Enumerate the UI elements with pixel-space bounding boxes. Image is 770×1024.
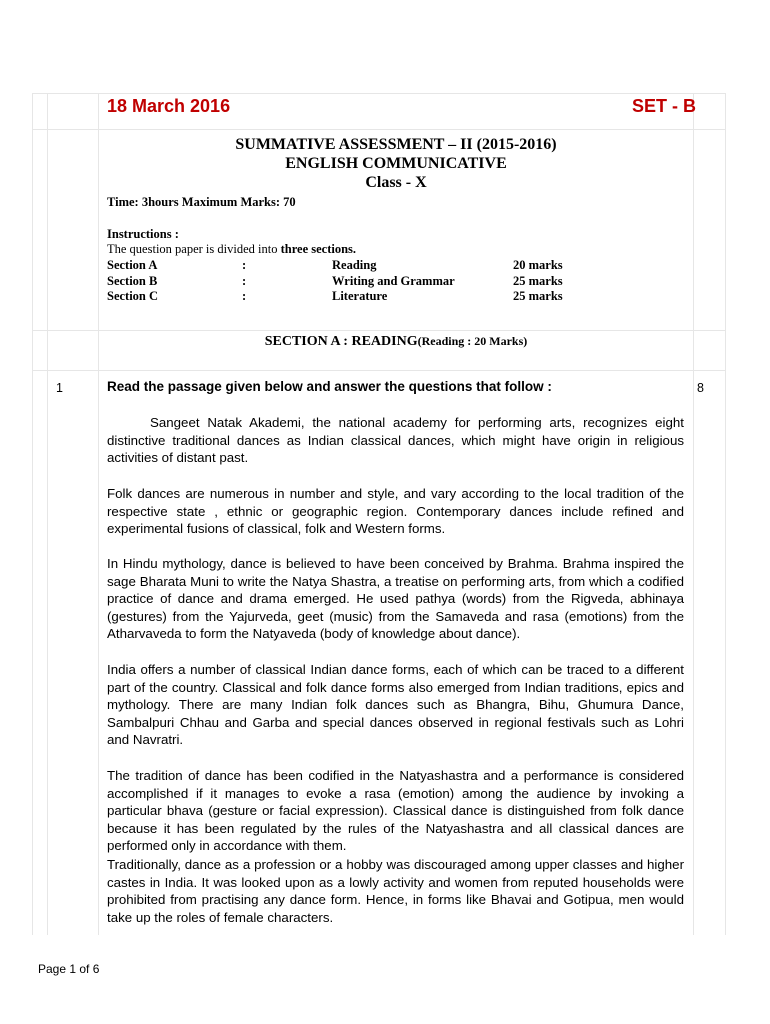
title-line-2: ENGLISH COMMUNICATIVE (285, 155, 507, 172)
paper-title (108, 135, 684, 192)
section-separator: : (242, 273, 247, 288)
title-line-3: Class - X (365, 174, 427, 191)
passage-paragraph-4: India offers a number of classical Indian dance forms, each of which can be traced to a different part of the country. Classical and folk dance forms also emerged from Indian traditions, epics and mythology. There are many Indian folk dances such as Bhangra, Bihu, Ghumura Dance, Sambalpuri Chhau and Garba and special dances observed in regional festivals such as Lohri and Navratri. (107, 662, 684, 748)
instructions-intro-bold: three sections. (280, 242, 357, 256)
question-number: 1 (56, 381, 63, 395)
section-topic: Writing and Grammar (332, 273, 455, 288)
instructions-intro-text: The question paper is divided into (107, 242, 281, 256)
section-name: Section B (107, 273, 158, 288)
section-topic: Reading (332, 258, 377, 272)
section-separator: : (242, 258, 247, 272)
section-separator: : (242, 289, 247, 303)
section-topic: Literature (332, 289, 388, 303)
section-marks: 20 marks (513, 258, 563, 272)
section-name: Section C (107, 289, 159, 303)
instructions-heading: Instructions : (107, 227, 179, 241)
passage-paragraph-6: Traditionally, dance as a profession or a hobby was discouraged among upper classes and higher castes in India. It was looked upon as a lowly activity and women from reputed households were prohibited from practising any dance form. Hence, in forms like Bhavai and Gotipua, men would take up the roles of female characters. (107, 857, 684, 925)
question-heading: Read the passage given below and answer the questions that follow : (107, 379, 552, 394)
table-row-divider (32, 330, 726, 331)
table-border-right (725, 93, 726, 935)
instructions-intro (107, 242, 356, 257)
time-and-marks: Time: 3hours Maximum Marks: 70 (107, 195, 296, 209)
paper-set: SET - B (631, 96, 696, 116)
passage-paragraph-3: In Hindu mythology, dance is believed to have been conceived by Brahma. Brahma inspired the sage Bharata Muni to write the Natya Shastra, a treatise on performing arts, from which a codified practice of dance and drama emerged. He used pathya (words) from the Rigveda, abhinaya (gestures) from the Yajurveda, geet (music) from the Samaveda and rasa (emotions) from the Atharvaveda to form the Natyaveda (body of knowledge about dance). (107, 556, 684, 642)
passage-paragraph-5: The tradition of dance has been codified in the Natyashastra and a performance is considered accomplished if it manages to evoke a rasa (emotion) among the audience by invoking a particular bhava (gesture or facial expression). Classical dance is distinguished from folk dance because it has been regulated by the rules of the Natyashastra and all classical dances are performed only in accordance with them. (107, 768, 684, 854)
table-border-left (32, 93, 33, 935)
table-row-divider (32, 370, 726, 371)
question-marks: 8 (697, 381, 704, 395)
table-border-col1 (47, 93, 48, 935)
table-border-col2 (98, 93, 99, 935)
section-a-subtitle: (Reading : 20 Marks) (417, 334, 528, 348)
page-footer: Page 1 of 6 (38, 962, 100, 976)
exam-date: 18 March 2016 (107, 96, 231, 116)
passage-paragraph-1: Sangeet Natak Akademi, the national academy for performing arts, recognizes eight distinctive traditional dances as Indian classical dances, which might have origin in religious activities of distant past. (107, 415, 684, 466)
title-line-1: SUMMATIVE ASSESSMENT – II (2015-2016) (235, 136, 557, 153)
table-row-divider (32, 129, 726, 130)
section-a-heading (108, 334, 684, 350)
section-name: Section A (107, 258, 158, 272)
table-border-top (32, 93, 726, 94)
section-marks: 25 marks (513, 289, 563, 303)
passage-paragraph-2: Folk dances are numerous in number and style, and vary according to the local tradition of the respective state , ethnic or geographic region. Contemporary dances include refined and experimental fusions of classical, folk and Western forms. (107, 486, 684, 537)
section-a-title: SECTION A : READING (264, 334, 418, 349)
section-marks: 25 marks (513, 273, 563, 288)
table-border-col3 (693, 93, 694, 935)
